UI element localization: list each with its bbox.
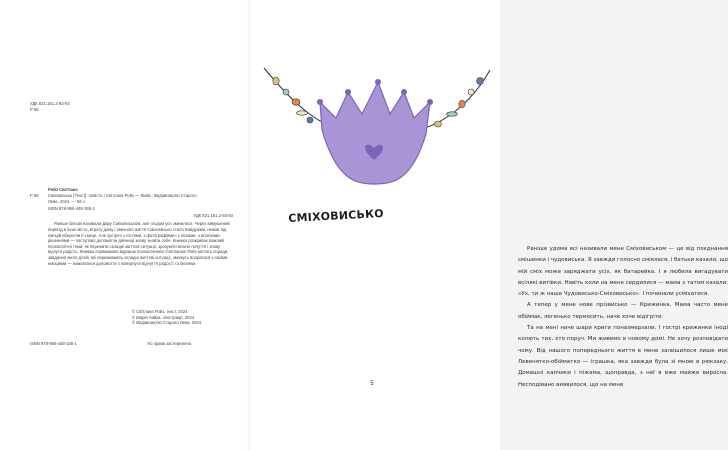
bead-icon	[477, 78, 484, 85]
biblio-annotation: Раніше батьки називали Дару Сміховиськом, але згодом усе змінилося. Через вимушений переїзд в інше місто, втрату дому і звичного життя Сміховисько стало Байдужим, немов від емоцій вберегли її серце. Але зустрічі з гостями, з фотографіями і з пісками, з власними рішеннями — поступово допомогли дівчинці знову знайти себе. Книжка розкриває важливі психологічні теми: як пережити складні життєві ситуації, зрозуміти власні почуття і знову відчути радість. Книжка спрямована відомою психологинею Світланою Ройз містить поради, завдання якого дітей, які переживають складні життєві ситуації, зможуть впоратися з своїми емоціями — намагатися допомогти з повернути відчуття радості та безпеки.	[48, 221, 230, 266]
copyright-line: © Видавництво Старого Лева, 2024	[132, 320, 202, 326]
left-page	[0, 0, 250, 450]
copyright-block	[132, 309, 242, 326]
isbn-footer: ISBN 978-966-448-185-1	[30, 341, 77, 346]
rights-reserved: Усі права застережено	[147, 341, 192, 346]
biblio-line: Лева, 2024. — 56 с.	[48, 198, 86, 204]
biblio-line: Сміховисько [Текст]: повість / Світлана Ройз — Львів : Видавництво Старого	[48, 193, 197, 198]
udk-block	[30, 101, 70, 112]
copyright-line: © Марія Чайка, ілюстрації, 2024	[132, 314, 195, 320]
udk-code-line: Р 65	[30, 106, 39, 112]
bead-icon	[459, 100, 465, 107]
crown-necklace-illustration	[262, 62, 492, 212]
bead-icon	[447, 112, 458, 116]
paragraph: Та на мені наче шари криги поназмерзали. І гострі крижинки іноді колють тих, хто поруч. Ми живемо в новому домі. Не хочу розповідати чому. Від нашого попереднього життя в мене залишилося лише моє Левенятко-обійматко — іграшка, яка завжди була зі мною в рюкзаку. Домашні капчики і піжама, щоправда, з неї я вже майже виросла. Несподівано виявилося, що на мене	[518, 325, 728, 388]
chapter-title: СМІХОВИСЬКО	[288, 206, 385, 225]
biblio-code: Р 65	[30, 193, 39, 198]
bead-icon	[468, 89, 474, 95]
bead-icon	[292, 99, 300, 105]
bead-icon	[307, 117, 313, 123]
biblio-isbn: ISBN 978-966-448-185-1	[48, 206, 95, 212]
biblio-author: Ройз Світлана	[48, 187, 78, 192]
copyright-line: © Світлана Ройз, текст, 2024	[132, 309, 188, 314]
crown-icon	[317, 79, 433, 184]
paragraph: А тепер у мене нове прізвисько — Крижинка. Мама часто мене обіймає, легенько термосить, наче хоче відігріти.	[518, 302, 728, 320]
right-page	[250, 0, 728, 450]
bead-icon	[297, 111, 308, 115]
bead-icon	[283, 89, 289, 95]
biblio-body	[48, 193, 233, 266]
paragraph: Раніше удома всі називали мене Сміховиськом — це від поєднання смішинки і чудовиська. Я завжди голосно сміялася, і батьки казали, що мій сміх може заряджати усіх, як батарейка. І я любила вигадувати всілякі витівки. Навіть коли на мене сердилися — мама з татом казали: «Ух, ти ж наше Чудовисько-Сміховисько». І починали усміхатися.	[518, 246, 728, 298]
bead-icon	[273, 77, 279, 85]
biblio-udk: УДК 821.161.2-93-93	[193, 212, 233, 218]
chapter-text	[518, 244, 728, 391]
bead-icon	[435, 121, 442, 127]
page-number: 5	[370, 380, 374, 387]
udk-line: УДК 821.161.2-93-93	[30, 101, 70, 106]
